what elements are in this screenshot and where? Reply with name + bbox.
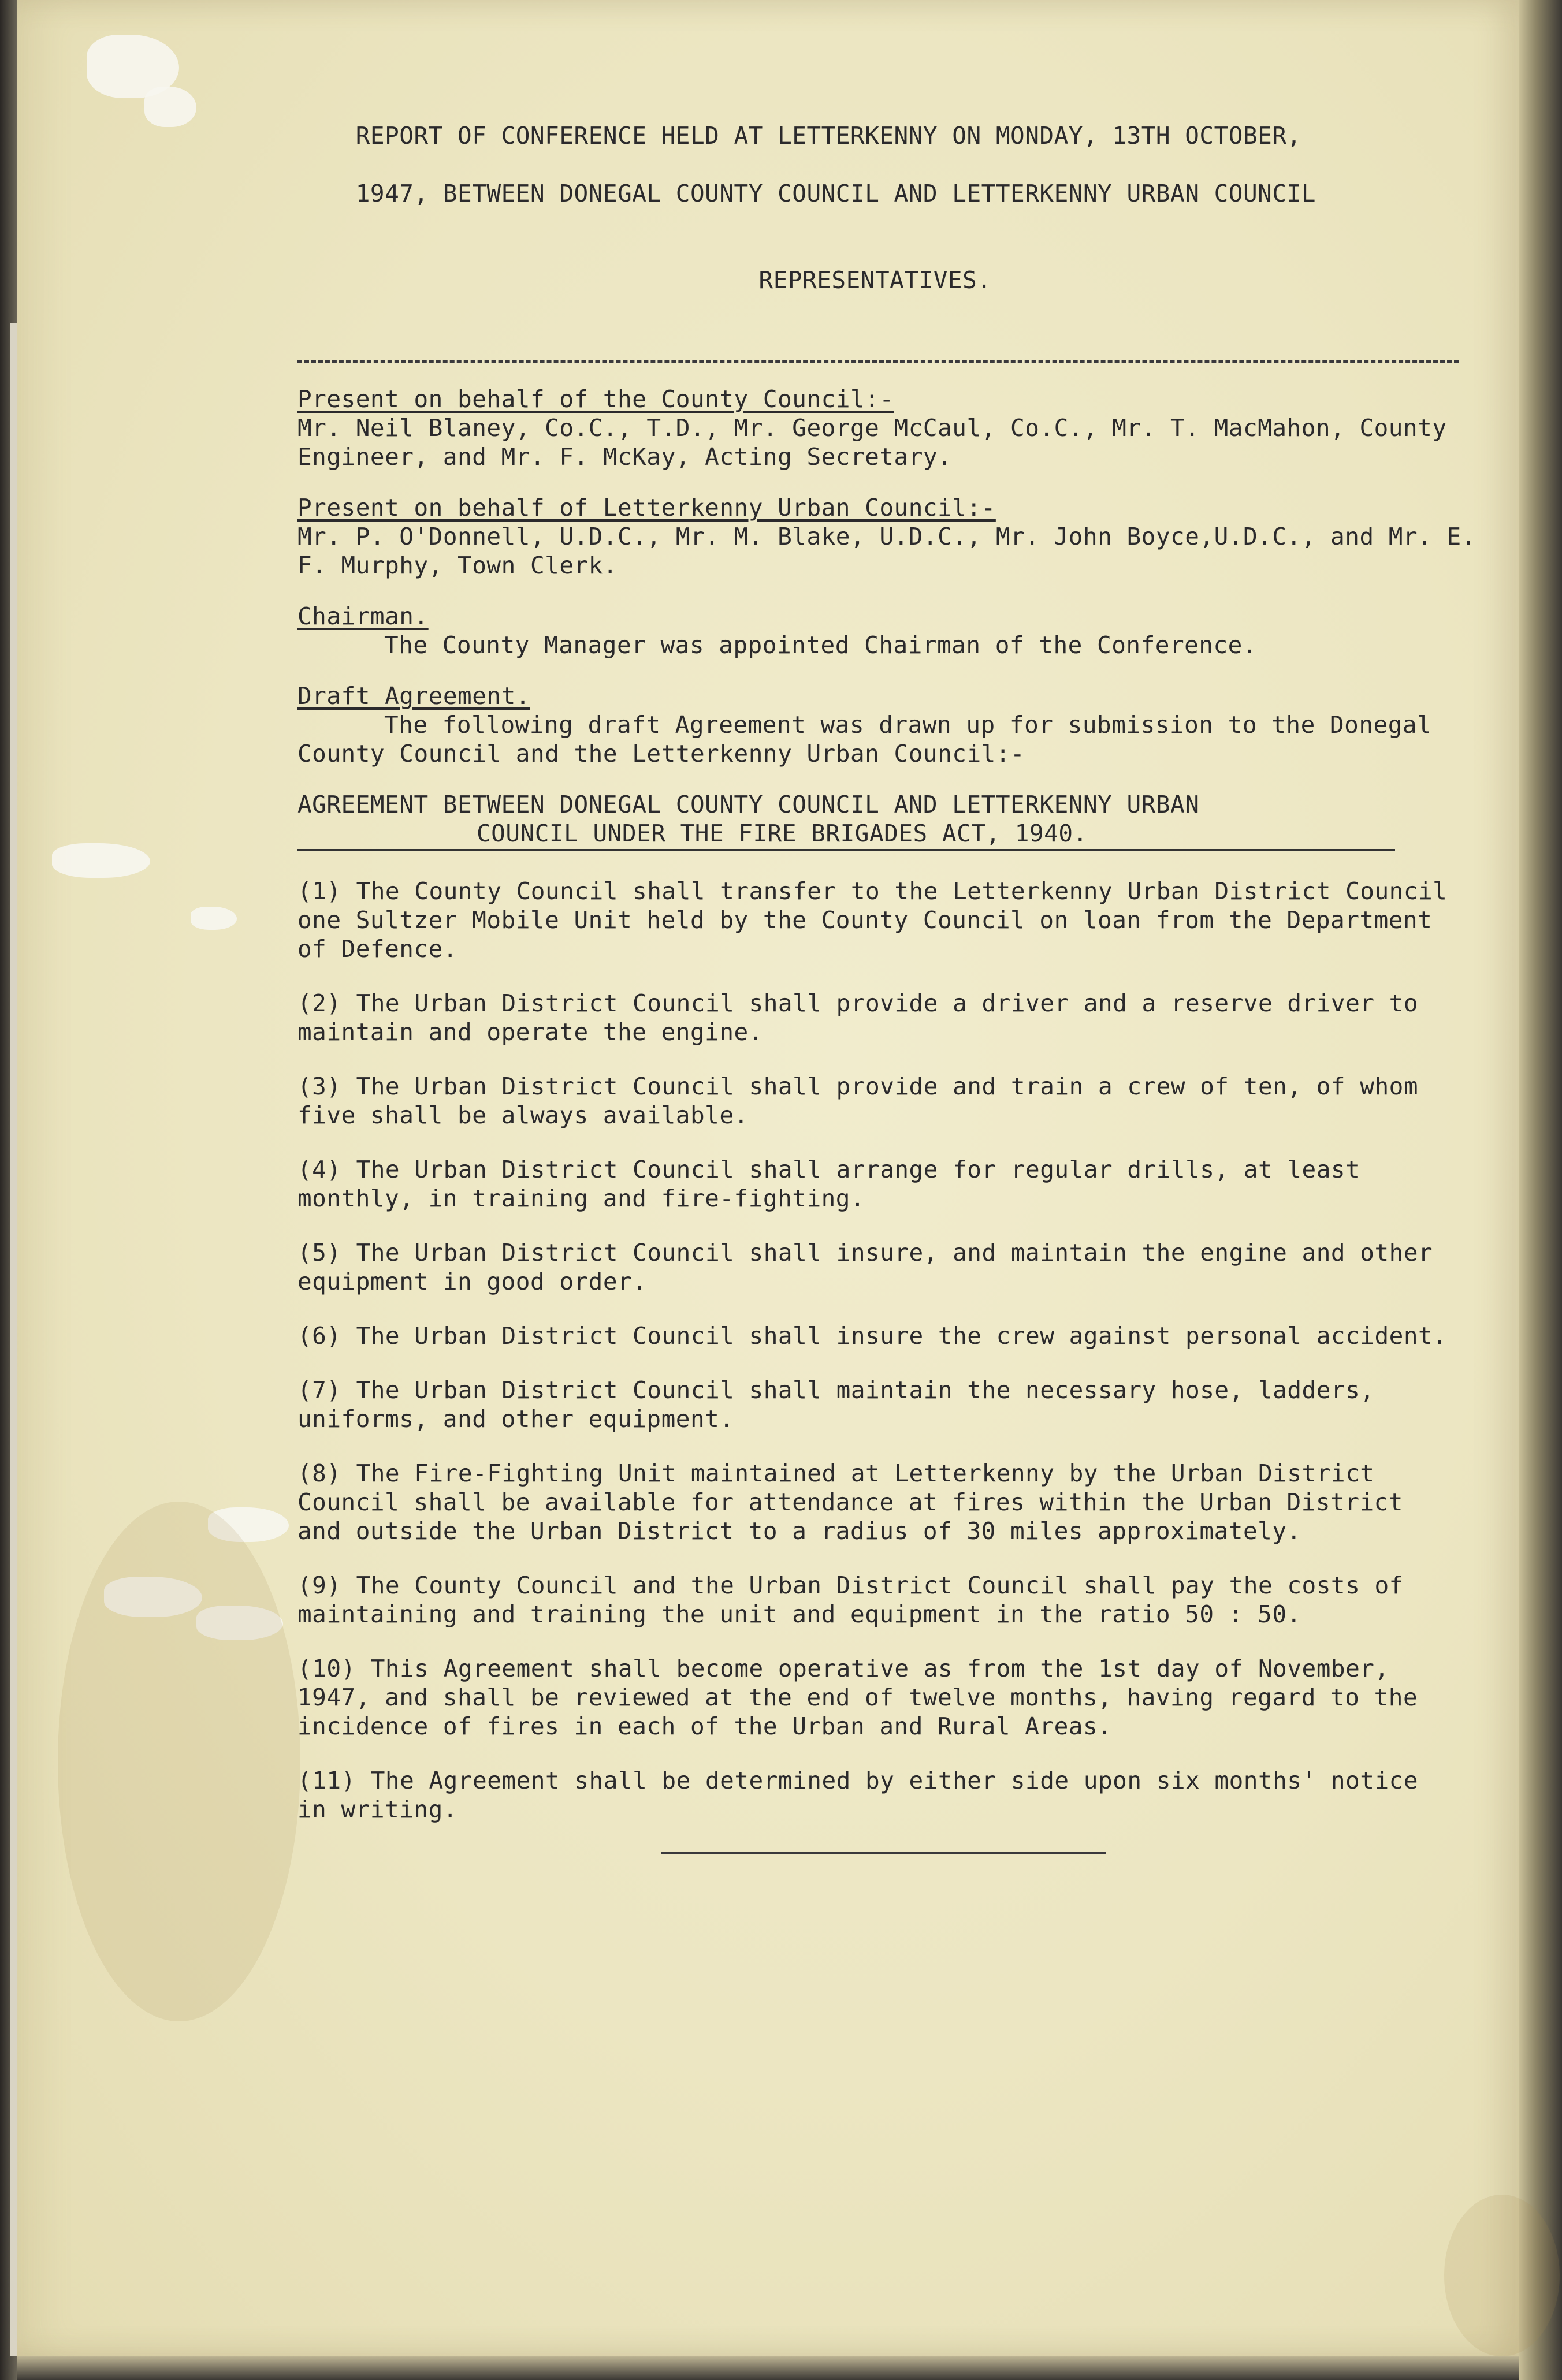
agreement-title bbox=[297, 790, 1395, 851]
county-council-section bbox=[297, 385, 1499, 471]
clause-number: (6) bbox=[297, 1322, 341, 1350]
clause-7 bbox=[297, 1376, 1459, 1433]
clause-text: The Urban District Council shall insure the crew against personal accident. bbox=[356, 1322, 1448, 1350]
clause-number: (10) bbox=[297, 1655, 356, 1682]
clause-number: (3) bbox=[297, 1072, 341, 1100]
clause-number: (4) bbox=[297, 1156, 341, 1183]
paper-tear bbox=[191, 907, 237, 930]
clause-text: The Agreement shall be determined by either side upon six months' notice in writing. bbox=[297, 1767, 1419, 1823]
county-council-heading: Present on behalf of the County Council:- bbox=[297, 385, 894, 413]
clause-number: (8) bbox=[297, 1459, 341, 1487]
clause-number: (11) bbox=[297, 1767, 356, 1794]
clause-text: The Urban District Council shall provide and train a crew of ten, of whom five shall be always available. bbox=[297, 1072, 1419, 1129]
urban-council-attendees: Mr. P. O'Donnell, U.D.C., Mr. M. Blake, U.D.C., Mr. John Boyce,U.D.C., and Mr. E. F. Murphy, Town Clerk. bbox=[297, 523, 1476, 579]
clause-6 bbox=[297, 1321, 1459, 1350]
clause-number: (1) bbox=[297, 877, 341, 905]
clause-text: This Agreement shall become operative as from the 1st day of November, 1947, and shall be reviewed at the end of twelve months, having regard to the incidence of fires in each of the Urban and Rural Areas. bbox=[297, 1655, 1418, 1740]
clause-10 bbox=[297, 1654, 1459, 1741]
draft-agreement-heading: Draft Agreement. bbox=[297, 682, 530, 710]
draft-agreement-text: The following draft Agreement was drawn up for submission to the Donegal County Council and the Letterkenny Urban Council:- bbox=[297, 711, 1432, 768]
clause-text: The Urban District Council shall insure, and maintain the engine and other equipment in good order. bbox=[297, 1239, 1433, 1295]
clause-number: (9) bbox=[297, 1571, 341, 1599]
title-line-3: REPRESENTATIVES. bbox=[758, 266, 992, 294]
clause-8 bbox=[297, 1459, 1459, 1545]
clause-2 bbox=[297, 989, 1459, 1046]
clause-text: The County Council shall transfer to the Letterkenny Urban District Council one Sultzer Mobile Unit held by the County Council on loan from the Department of Defence. bbox=[297, 877, 1448, 963]
title-line-1: REPORT OF CONFERENCE HELD AT LETTERKENNY ON MONDAY, 13TH OCTOBER, bbox=[355, 122, 1301, 150]
clause-text: The Urban District Council shall provide a driver and a reserve driver to maintain and operate the engine. bbox=[297, 989, 1419, 1046]
agreement-title-line-1: AGREEMENT BETWEEN DONEGAL COUNTY COUNCIL AND LETTERKENNY URBAN bbox=[297, 791, 1200, 818]
clause-text: The County Council and the Urban District Council shall pay the costs of maintaining and training the unit and equipment in the ratio 50 : 50. bbox=[297, 1571, 1404, 1628]
clause-4 bbox=[297, 1155, 1459, 1213]
page-bottom-edge bbox=[17, 2356, 1519, 2380]
agreement-title-line-2: COUNCIL UNDER THE FIRE BRIGADES ACT, 1940. bbox=[297, 819, 1395, 851]
clause-11 bbox=[297, 1766, 1459, 1824]
end-divider bbox=[661, 1852, 1106, 1854]
title-line-2: 1947, BETWEEN DONEGAL COUNTY COUNCIL AND LETTERKENNY URBAN COUNCIL bbox=[355, 180, 1316, 207]
paper-tear bbox=[144, 87, 196, 127]
urban-council-section bbox=[297, 493, 1499, 580]
clause-number: (2) bbox=[297, 989, 341, 1017]
clause-text: The Urban District Council shall maintain the necessary hose, ladders, uniforms, and other equipment. bbox=[297, 1376, 1375, 1433]
clause-3 bbox=[297, 1072, 1459, 1130]
clause-number: (7) bbox=[297, 1376, 341, 1404]
clause-number: (5) bbox=[297, 1239, 341, 1267]
document-body bbox=[297, 81, 1499, 1854]
county-council-attendees: Mr. Neil Blaney, Co.C., T.D., Mr. George McCaul, Co.C., Mr. T. MacMahon, County Engineer, and Mr. F. McKay, Acting Secretary. bbox=[297, 414, 1447, 471]
clause-5 bbox=[297, 1238, 1459, 1296]
page-gutter-shadow bbox=[1519, 0, 1562, 2380]
paper-tear bbox=[52, 843, 150, 878]
paper-stain bbox=[1444, 2195, 1560, 2356]
clause-text: The Fire-Fighting Unit maintained at Letterkenny by the Urban District Council shall be available for attendance at fires within the Urban District and outside the Urban District to a radius of 30 miles approximately. bbox=[297, 1459, 1403, 1545]
clause-1 bbox=[297, 877, 1459, 963]
paper-stain bbox=[58, 1502, 300, 2021]
clause-text: The Urban District Council shall arrange for regular drills, at least monthly, in training and fire-fighting. bbox=[297, 1156, 1360, 1212]
chairman-heading: Chairman. bbox=[297, 602, 429, 630]
draft-agreement-section bbox=[297, 681, 1499, 768]
title-divider bbox=[297, 360, 1459, 363]
report-title bbox=[297, 92, 1499, 352]
chairman-text: The County Manager was appointed Chairman of the Conference. bbox=[384, 631, 1258, 659]
clause-list bbox=[297, 877, 1499, 1824]
clause-9 bbox=[297, 1571, 1459, 1629]
urban-council-heading: Present on behalf of Letterkenny Urban Council:- bbox=[297, 494, 996, 522]
chairman-section bbox=[297, 602, 1499, 660]
